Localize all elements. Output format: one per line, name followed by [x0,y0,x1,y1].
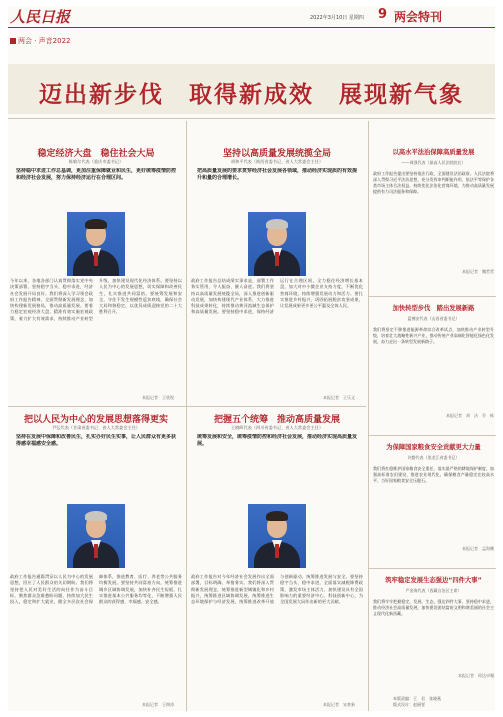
article-1 [10,146,182,404]
newspaper-page [8,6,495,711]
right-article-body: 我们将坚定不移推进能源革命综合改革试点，加快推动产业转型升级，培育壮大战略性新兴产业，推动传统产业高端化智能化绿色化发展，奋力走出一条转型发展新路子。 [373,327,494,344]
right-article-title: 筑牢稳定发展生态强边“四件大事” [385,577,482,584]
right-article-body: 我们将扛稳维护国家粮食安全重任，落实最严格的耕地保护制度，加强高标准农田建设，推进农业现代化，确保粮食产量稳定在较高水平，当好国家粮食安全压舱石。 [373,466,494,483]
right-article-author: 蓝佛安代表（山西省委书记） [407,316,460,321]
right-article-byline: 本报记者 琼达卓嘎 [458,673,494,678]
right-article-4 [373,571,494,691]
right-article-byline: 本报记者 魏哲哲 [462,269,494,274]
author-photo [67,504,125,568]
article-4 [191,406,363,711]
right-article-author: 严金海代表（西藏自治区主席） [405,588,462,593]
article-title: 把握五个统筹 推动高质量发展 [213,415,340,425]
right-article-1 [373,143,494,293]
credits-designer: 版式设计：赵丽雯 [393,702,425,707]
right-divider-1 [369,296,496,297]
article-lead: 把高质量发展的要求贯穿经济社会发展各领域，推动经济实现质的有效提升和量的合理增长。 [197,168,357,181]
right-article-title: 以高水平法治保障高质量发展 [392,149,475,156]
article-byline: 本报记者 宋豪新 [323,702,355,707]
divider-top [8,118,495,119]
author-photo [248,212,306,276]
article-byline: 本报记者 王锦涛 [142,702,174,707]
right-article-author: 许勤代表（黑龙江省委书记） [407,455,460,460]
right-divider-3 [369,568,496,569]
article-3 [10,406,182,711]
article-author: 王晓晖代表（四川省委书记、省人大常委会主任） [230,425,324,430]
right-article-title: 加快转型步伐 踏出发展新路 [392,305,475,312]
article-author: 胡和平代表（陕西省委书记、省人大常委会主任） [230,159,324,164]
article-title: 稳定经济大盘 稳住社会大局 [37,149,155,159]
headline: 迈出新步伐 取得新成效 展现新气象 [39,82,464,108]
page-title: 两会特刊 [394,10,443,24]
right-divider-2 [369,435,496,436]
article-author: 尹弘代表（甘肃省委书记、省人大常委会主任） [52,425,140,430]
right-article-3 [373,438,494,564]
article-lead: 坚持在发展中保障和改善民生，扎实办好民生实事，让人民群众有更多获得感幸福感安全感。 [16,434,176,447]
article-body: 政府工作报告通篇贯穿以人民为中心的发展思想，回应了人民群众的关切期盼。我们将坚持把人民对美好生活的向往作为奋斗目标，聚焦群众急难愁盼问题，持续加大民生投入，稳定和扩大就业，健全多层次社会保障体系，推进教育、医疗、养老等公共服务均衡发展。要坚持共同富裕方向，统筹推进城乡区域协调发展，加快补齐民生短板，扎实推进基本公共服务均等化，不断增强人民群众的获得感、幸福感、安全感。 [10,574,182,605]
right-article-body: 政府工作报告提出要坚持依法行政，全面建设法治政府。人民法院将深入贯彻习近平法治思想，充分发挥审判职能作用，依法平等保护各类市场主体合法权益，持续优化法治化营商环境，为推动高质量发展提供有力司法服务和保障。 [373,171,494,194]
credits-editor: 本版责编：王 君 张晓燕 [393,696,441,701]
newspaper-logo: 人民日报 [10,8,71,26]
right-article-byline: 本报记者 胡 洁 乔 栋 [446,413,494,418]
right-article-byline: 本报记者 孟海鹰 [462,546,494,551]
author-photo [248,504,306,568]
article-title: 坚持以高质量发展统揽全局 [222,149,331,159]
column-tag-square-icon [10,38,16,44]
article-byline: 本报记者 王欣悦 [142,395,174,400]
article-body: 今年以来，各地各部门认真贯彻落实党中央决策部署，坚持稳字当头、稳中求进，经济社会发展开局良好。我们将深入学习领会政府工作报告精神，全面贯彻新发展理念，加快构建新发展格局，推动高质量发展。要着力稳定宏观经济大盘，精准有效实施宏观政策，着力扩大有效需求，持续推动产业转型升级，加快建设现代化经济体系。要坚持以人民为中心的发展思想，切实保障和改善民生，扎实推进共同富裕。要统筹发展和安全，守住不发生规模性返贫底线，确保社会大局和谐稳定，以优异成绩迎接党的二十大胜利召开。 [10,278,182,321]
right-article-2 [373,299,494,431]
article-title: 把以人民为中心的发展思想落得更实 [23,415,168,425]
article-lead: 坚持稳中求进工作总基调，更加注重保障就业和民生，更好统筹疫情防控和经济社会发展，努力保持经济运行在合理区间。 [16,168,176,181]
page-credits [393,696,441,708]
right-article-body: 我们将牢牢把握稳定、发展、生态、强边四件大事，坚持稳中求进，推动经济社会高质量发展，加快建设团结富裕文明和谐美丽的社会主义现代化新西藏。 [373,599,494,616]
article-body: 政府工作报告总结成绩实事求是，部署工作务实管用，令人振奋、催人奋进。我们将坚持以高质量发展统揽全局，深入推进创新驱动发展，加快构建现代产业体系，大力推进科技成果转化，持续推动黄河流域生态保护和高质量发展。要坚持稳中求进，保持经济运行在合理区间，全力稳住经济增长基本盘，加大对中小微企业支持力度，不断优化营商环境，持续增强发展动力和活力。要扎实推进乡村振兴，巩固拓展脱贫攻坚成果，让发展成果更多更公平惠及全体人民。 [191,278,363,315]
right-column [368,121,495,711]
column-tag-label: 两会 · 声音2022 [18,37,71,45]
divider-middle [186,121,187,711]
right-article-title: 为保障国家粮食安全贡献更大力量 [386,444,481,451]
right-article-author: ——周强代表（最高人民法院院长） [401,160,466,165]
masthead [8,6,495,28]
issue-date: 2022年3月10日 星期四 [310,15,364,21]
article-author: 陈敏尔代表（重庆市委书记） [68,159,124,164]
article-byline: 本报记者 王乐文 [323,395,355,400]
article-body: 政府工作报告对今年经济社会发展作出全面部署，目标明确、举措务实。我们将深入贯彻新发展理念，统筹推进新型城镇化和乡村振兴，统筹推进区域协调发展，统筹推进生态环境保护与经济发展，统筹推进改革开放与创新驱动，统筹推进发展与安全。要坚持稳字当头、稳中求进，全面落实减税降费政策，激发市场主体活力，加快建设具有全国影响力的重要经济中心、科技创新中心，为全国发展大局作出新的更大贡献。 [191,574,363,605]
column-tag [10,36,71,46]
article-lead: 统筹发展和安全，统筹疫情防控和经济社会发展，推动经济实现高质量发展。 [197,434,357,447]
author-photo [67,212,125,276]
page-number: 9 [378,7,388,22]
headline-banner [8,64,495,114]
article-2 [191,146,363,404]
